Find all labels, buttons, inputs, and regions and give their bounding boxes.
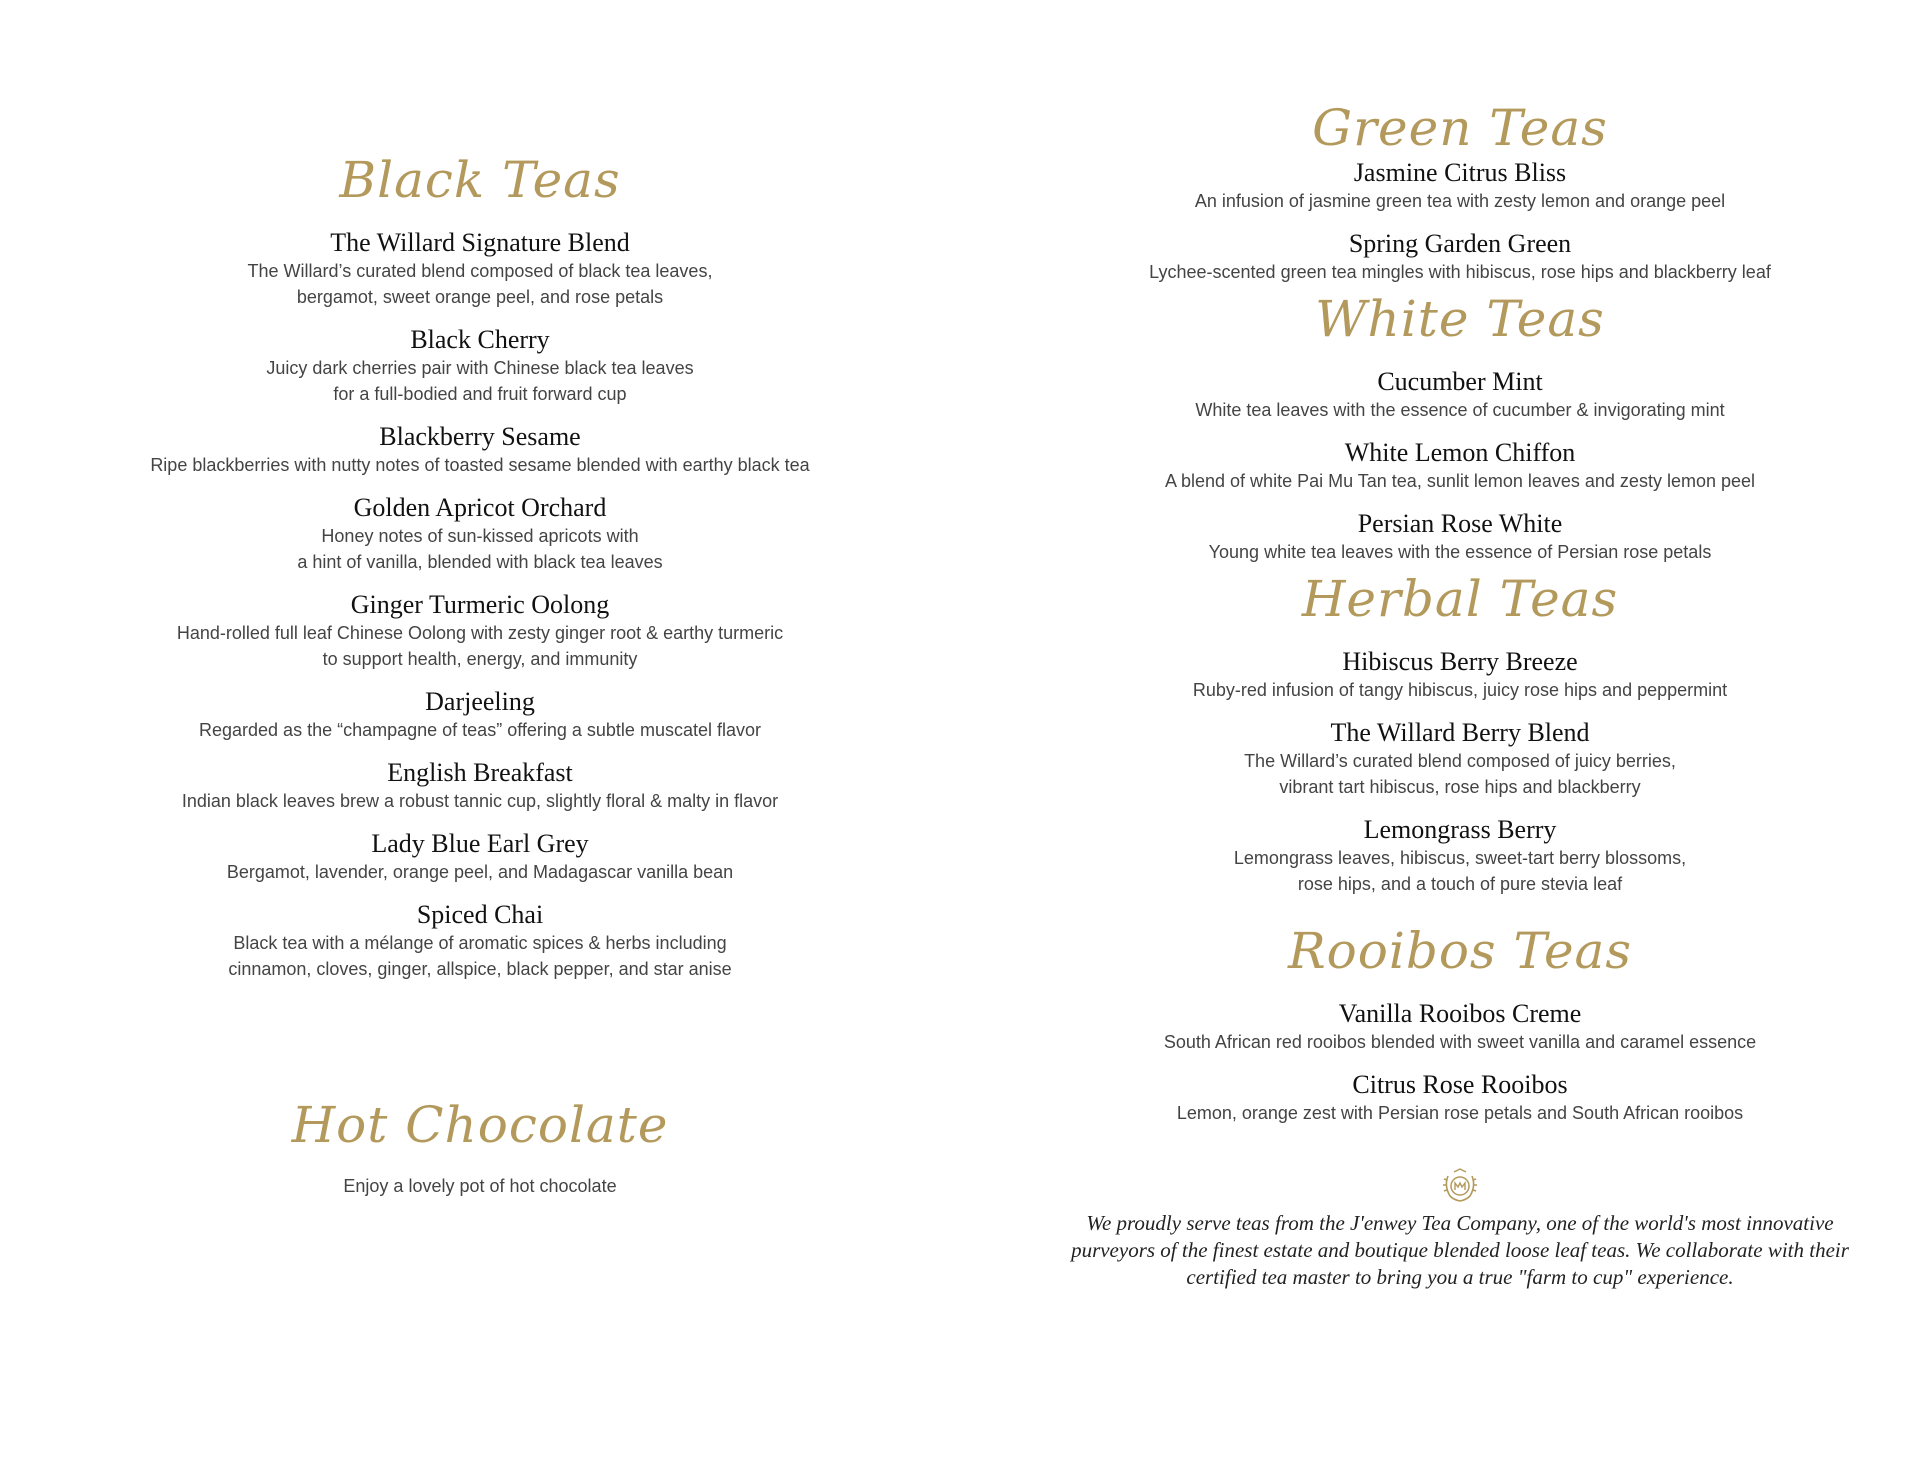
item-description: Lychee-scented green tea mingles with hibiscus, rose hips and blackberry leaf bbox=[1149, 262, 1771, 282]
item-name: Darjeeling bbox=[425, 687, 535, 716]
hot-chocolate-title: Hot Chocolate bbox=[291, 1096, 669, 1154]
green-teas-section bbox=[1050, 98, 1870, 285]
white-teas-section bbox=[1050, 289, 1870, 565]
footer-note: We proudly serve teas from the J'enwey Tea Company, one of the world's most innovative purveyors of the finest estate and boutique blended loose leaf teas. We collaborate with their certified tea master to bring you a true "farm to cup" experience. bbox=[1071, 1211, 1849, 1289]
herbal-teas-section bbox=[1050, 569, 1870, 897]
item-description: Ripe blackberries with nutty notes of toasted sesame blended with earthy black tea bbox=[150, 455, 810, 475]
menu-item bbox=[80, 758, 880, 814]
item-description: Bergamot, lavender, orange peel, and Madagascar vanilla bean bbox=[226, 862, 734, 882]
menu-item bbox=[80, 325, 880, 407]
menu-item bbox=[80, 493, 880, 575]
item-name: Cucumber Mint bbox=[1377, 367, 1543, 396]
item-name: Ginger Turmeric Oolong bbox=[350, 590, 610, 619]
item-description: Young white tea leaves with the essence of Persian rose petals bbox=[1208, 542, 1712, 562]
laurel-monogram-icon bbox=[1440, 1166, 1480, 1206]
item-name: English Breakfast bbox=[387, 758, 573, 787]
item-name: Hibiscus Berry Breeze bbox=[1342, 647, 1578, 676]
item-description: Indian black leaves brew a robust tannic cup, slightly floral & malty in flavor bbox=[181, 791, 779, 811]
item-description: Enjoy a lovely pot of hot chocolate bbox=[343, 1176, 617, 1196]
item-description: Hand-rolled full leaf Chinese Oolong with zesty ginger root & earthy turmeric to support health, energy, and immunity bbox=[176, 623, 784, 669]
item-name: Black Cherry bbox=[410, 325, 550, 354]
item-name: The Willard Berry Blend bbox=[1330, 718, 1590, 747]
item-description: The Willard’s curated blend composed of black tea leaves, bergamot, sweet orange peel, and rose petals bbox=[247, 261, 713, 307]
item-name: Lemongrass Berry bbox=[1363, 815, 1557, 844]
item-description: Black tea with a mélange of aromatic spices & herbs including cinnamon, cloves, ginger, allspice, black pepper, and star anise bbox=[228, 933, 732, 979]
item-name: Lady Blue Earl Grey bbox=[371, 829, 589, 858]
item-description: An infusion of jasmine green tea with zesty lemon and orange peel bbox=[1194, 191, 1726, 211]
item-description: Ruby-red infusion of tangy hibiscus, juicy rose hips and peppermint bbox=[1192, 680, 1728, 700]
item-description: The Willard’s curated blend composed of juicy berries, vibrant tart hibiscus, rose hips and blackberry bbox=[1244, 751, 1676, 797]
item-name: Spring Garden Green bbox=[1348, 229, 1572, 258]
item-name: Persian Rose White bbox=[1357, 509, 1563, 538]
menu-item bbox=[80, 900, 880, 982]
item-name: Vanilla Rooibos Creme bbox=[1338, 999, 1582, 1028]
item-description: South African red rooibos blended with sweet vanilla and caramel essence bbox=[1163, 1032, 1757, 1052]
white-teas-title: White Teas bbox=[1315, 290, 1605, 348]
menu-item bbox=[1050, 438, 1870, 494]
menu-item bbox=[1050, 158, 1870, 214]
right-menu-column bbox=[1050, 98, 1870, 1291]
item-name: Jasmine Citrus Bliss bbox=[1353, 158, 1567, 187]
item-name: Citrus Rose Rooibos bbox=[1352, 1070, 1568, 1099]
item-name: The Willard Signature Blend bbox=[330, 228, 630, 257]
rooibos-teas-title: Rooibos Teas bbox=[1287, 922, 1633, 980]
menu-item bbox=[1050, 815, 1870, 897]
menu-item bbox=[1050, 999, 1870, 1055]
herbal-teas-title: Herbal Teas bbox=[1301, 570, 1619, 628]
item-description: Juicy dark cherries pair with Chinese black tea leaves for a full-bodied and fruit forward cup bbox=[266, 358, 694, 404]
menu-item bbox=[1050, 718, 1870, 800]
menu-item bbox=[80, 228, 880, 310]
menu-item bbox=[80, 422, 880, 478]
menu-item bbox=[80, 829, 880, 885]
item-name: Golden Apricot Orchard bbox=[353, 493, 607, 522]
menu-item bbox=[80, 590, 880, 672]
menu-item bbox=[80, 687, 880, 743]
menu-item bbox=[1050, 1070, 1870, 1126]
item-name: White Lemon Chiffon bbox=[1344, 438, 1576, 467]
hot-chocolate-section bbox=[80, 1095, 880, 1199]
menu-item bbox=[1050, 229, 1870, 285]
rooibos-teas-section bbox=[1050, 921, 1870, 1126]
item-description: Lemongrass leaves, hibiscus, sweet-tart berry blossoms, rose hips, and a touch of pure stevia leaf bbox=[1233, 848, 1687, 894]
menu-item bbox=[1050, 647, 1870, 703]
item-description: Honey notes of sun-kissed apricots with a hint of vanilla, blended with black tea leaves bbox=[297, 526, 663, 572]
item-description: Lemon, orange zest with Persian rose petals and South African rooibos bbox=[1176, 1103, 1744, 1123]
item-description: A blend of white Pai Mu Tan tea, sunlit lemon leaves and zesty lemon peel bbox=[1164, 471, 1756, 491]
menu-item bbox=[1050, 509, 1870, 565]
black-teas-section bbox=[80, 150, 880, 997]
menu-item bbox=[1050, 367, 1870, 423]
green-teas-title: Green Teas bbox=[1312, 99, 1608, 157]
item-name: Spiced Chai bbox=[416, 900, 544, 929]
black-teas-title: Black Teas bbox=[339, 151, 621, 209]
item-name: Blackberry Sesame bbox=[379, 422, 581, 451]
item-description: Regarded as the “champagne of teas” offering a subtle muscatel flavor bbox=[199, 720, 761, 740]
item-description: White tea leaves with the essence of cucumber & invigorating mint bbox=[1195, 400, 1725, 420]
